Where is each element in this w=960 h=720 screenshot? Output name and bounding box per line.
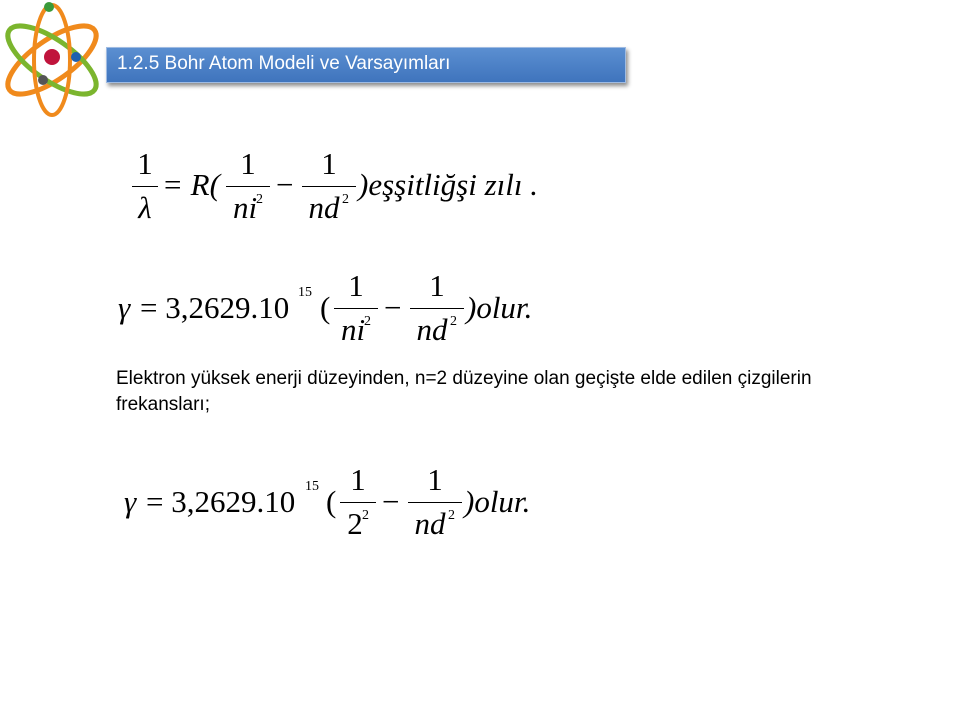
eq1-tail: )eşşitliğşi zılı . [358,167,538,202]
eq2-tail: )olur. [466,290,533,325]
eq3-tail: )olur. [464,484,531,519]
eq1-f1-num: 1 [240,146,256,181]
eq1-fraction-nd [302,146,356,231]
eq3-f2-exp: 2 [448,508,455,523]
eq1-lhs-den: λ [138,190,152,225]
eq3-gamma: γ [124,484,137,519]
eq2-f1-exp: 2 [364,314,371,329]
eq2-minus: − [384,290,402,325]
eq2-f2-exp: 2 [450,314,457,329]
eq2-f1-den: ni [340,312,366,347]
eq1-f2-num: 1 [321,146,337,181]
eq2-f2-num: 1 [429,268,445,303]
slide-title: 1.2.5 Bohr Atom Modeli ve Varsayımları [117,53,451,74]
eq2-fraction-ni [334,268,378,353]
eq1-equals-R: = R( [162,167,220,202]
eq2-open-paren: ( [320,290,331,325]
eq3-f1-den: 2 [347,506,363,541]
eq3-coefficient: = 3,2629.10 [146,484,296,519]
eq1-lhs-fraction [132,146,158,231]
slide-title-bar [106,47,626,83]
eq1-fraction-ni [226,146,270,231]
eq2-gamma: γ [118,290,131,325]
eq1-f2-den: nd [308,190,340,225]
eq2-exponent: 15 [298,285,312,300]
eq3-minus: − [382,484,400,519]
eq3-f1-num: 1 [350,462,366,497]
eq3-open-paren: ( [326,484,337,519]
eq3-exponent: 15 [305,479,319,494]
eq3-f1-exp: 2 [362,508,369,523]
eq2-fraction-nd [410,268,464,353]
eq2-f2-den: nd [416,312,448,347]
eq2-f1-num: 1 [348,268,364,303]
atom-icon [0,0,110,125]
eq3-fraction-nd [408,462,462,547]
eq1-lhs-num: 1 [137,146,153,181]
eq3-f2-num: 1 [427,462,443,497]
eq3-f2-den: nd [414,506,446,541]
eq1-minus: − [276,167,294,202]
eq2-coefficient: = 3,2629.10 [140,290,290,325]
explanation-text: Elektron yüksek enerji düzeyinden, n=2 düzeyine olan geçişte elde edilen çizgilerin frekansları; [116,368,812,415]
eq3-fraction-2 [340,462,376,547]
eq1-f1-den: ni [232,190,258,225]
eq1-f2-exp: 2 [342,192,349,207]
eq1-f1-exp: 2 [256,192,263,207]
